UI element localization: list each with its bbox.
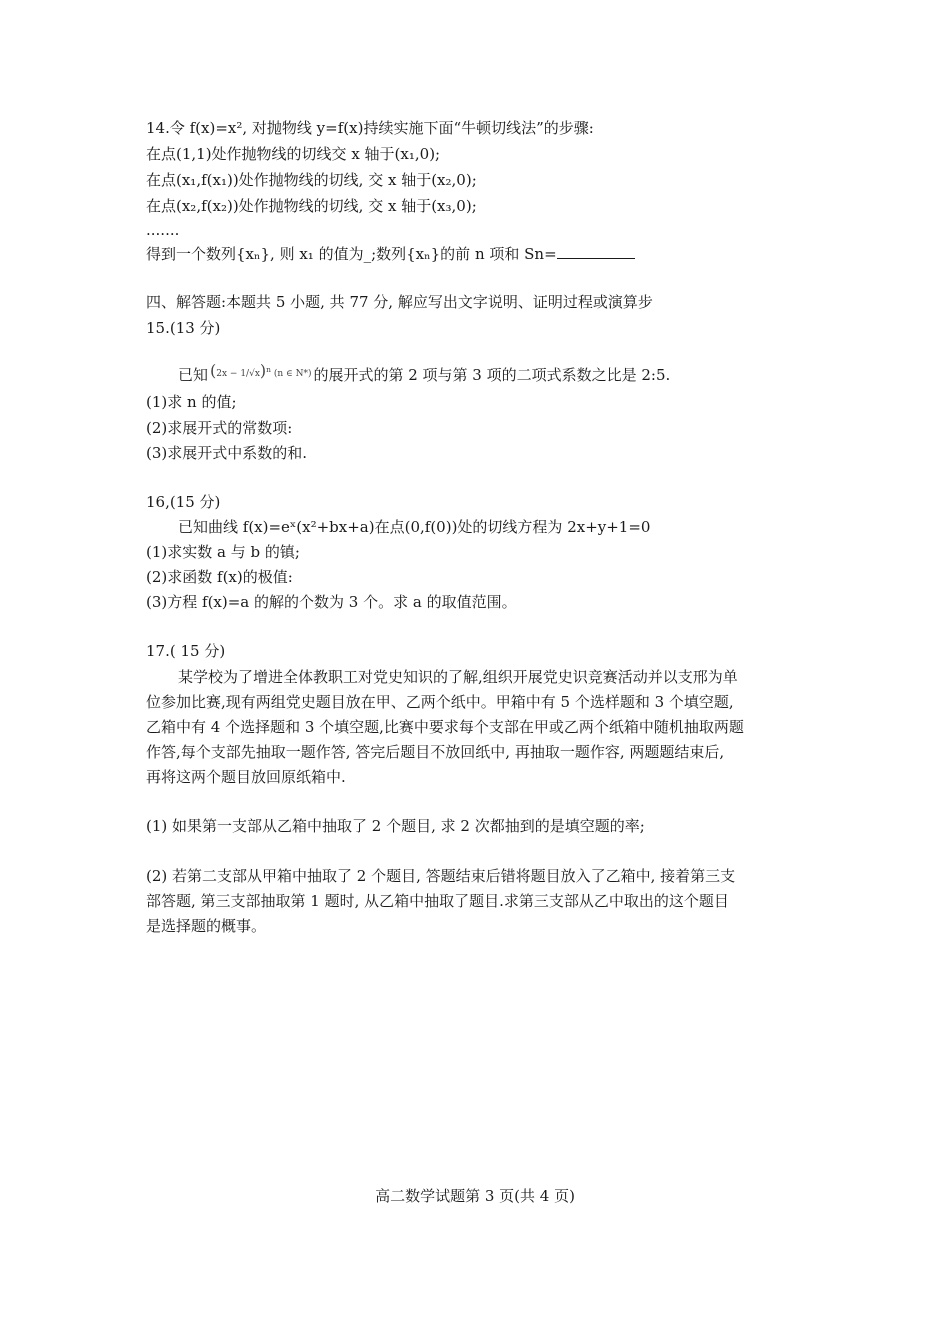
q17-body-2: 位参加比赛,现有两组党史题目放在甲、乙两个纸中。甲箱中有 5 个选样题和 3 个填空题,	[146, 693, 734, 711]
q15-part-3: (3)求展开式中系数的和.	[146, 444, 308, 462]
q17-header: 17.( 15 分)	[146, 642, 226, 660]
q17-part-2-line-3: 是选择题的概事。	[146, 917, 267, 935]
q17-part-2-line-2: 部答题, 第三支部抽取第 1 题时, 从乙箱中抽取了题目.求第三支部从乙中取出的这个题目	[146, 892, 729, 910]
section-4-title: 四、解答题:本题共 5 小题, 共 77 分, 解应写出文字说明、证明过程或演算步	[146, 293, 653, 311]
q16-part-2: (2)求函数 f(x)的极值:	[146, 568, 293, 586]
q14-line-4: 在点(x₂,f(x₂))处作抛物线的切线, 交 x 轴于(x₃,0);	[146, 197, 477, 215]
page-footer: 高二数学试题第 3 页(共 4 页)	[375, 1187, 575, 1205]
answer-blank	[557, 244, 635, 259]
q15-part-1: (1)求 n 的值;	[146, 393, 237, 411]
q14-line-2: 在点(1,1)处作抛物线的切线交 x 轴于(x₁,0);	[146, 145, 441, 163]
q16-intro: 已知曲线 f(x)=eˣ(x²+bx+a)在点(0,f(0))处的切线方程为 2x+y+1=0	[178, 518, 651, 536]
q16-part-1: (1)求实数 a 与 b 的镇;	[146, 543, 300, 561]
binomial-formula-image: $(2x - 1/√x)^n$ (n ∈ N*)	[210, 361, 312, 380]
q16-header: 16,(15 分)	[146, 493, 221, 511]
q14-line-6	[146, 244, 635, 264]
q14-line-1: 14.令 f(x)=x², 对抛物线 y=f(x)持续实施下面“牛顿切线法”的步骤:	[146, 119, 594, 137]
q14-line-5: .......	[146, 221, 180, 239]
q17-body-1: 某学校为了增进全体教职工对党史知识的了解,组织开展党史识竞赛活动并以支邢为单	[178, 668, 738, 686]
q17-part-1: (1) 如果第一支部从乙箱中抽取了 2 个题目, 求 2 次都抽到的是填空题的率;	[146, 817, 645, 835]
q17-body-4: 作答,每个支部先抽取一题作答, 答完后题目不放回纸中, 再抽取一题作容, 两题题结束后,	[146, 743, 725, 761]
q15-intro-post: 的展开式的第 2 项与第 3 项的二项式系数之比是 2:5.	[313, 366, 671, 384]
q16-part-3: (3)方程 f(x)=a 的解的个数为 3 个。求 a 的取值范围。	[146, 593, 517, 611]
q17-part-2-line-1: (2) 若第二支部从甲箱中抽取了 2 个题目, 答题结束后错将题目放入了乙箱中, 接着第三支	[146, 867, 736, 885]
q14-line-3: 在点(x₁,f(x₁))处作抛物线的切线, 交 x 轴于(x₂,0);	[146, 171, 477, 189]
formula-exponent: n	[266, 365, 271, 374]
q17-body-3: 乙箱中有 4 个选择题和 3 个填空题,比赛中要求每个支部在甲或乙两个纸箱中随机抽取两题	[146, 718, 744, 736]
q17-body-5: 再将这两个题目放回原纸箱中.	[146, 768, 346, 786]
q14-line-6-text: 得到一个数列{xₙ}, 则 x₁ 的值为_;数列{xₙ}的前 n 项和 Sn=	[146, 245, 557, 263]
formula-inner: 2x − 1/√x	[216, 369, 260, 379]
q15-header: 15.(13 分)	[146, 319, 221, 337]
formula-condition: (n ∈ N*)	[273, 369, 312, 379]
q15-intro-pre: 已知	[178, 366, 209, 384]
q15-intro	[178, 360, 670, 385]
q15-part-2: (2)求展开式的常数项:	[146, 419, 293, 437]
